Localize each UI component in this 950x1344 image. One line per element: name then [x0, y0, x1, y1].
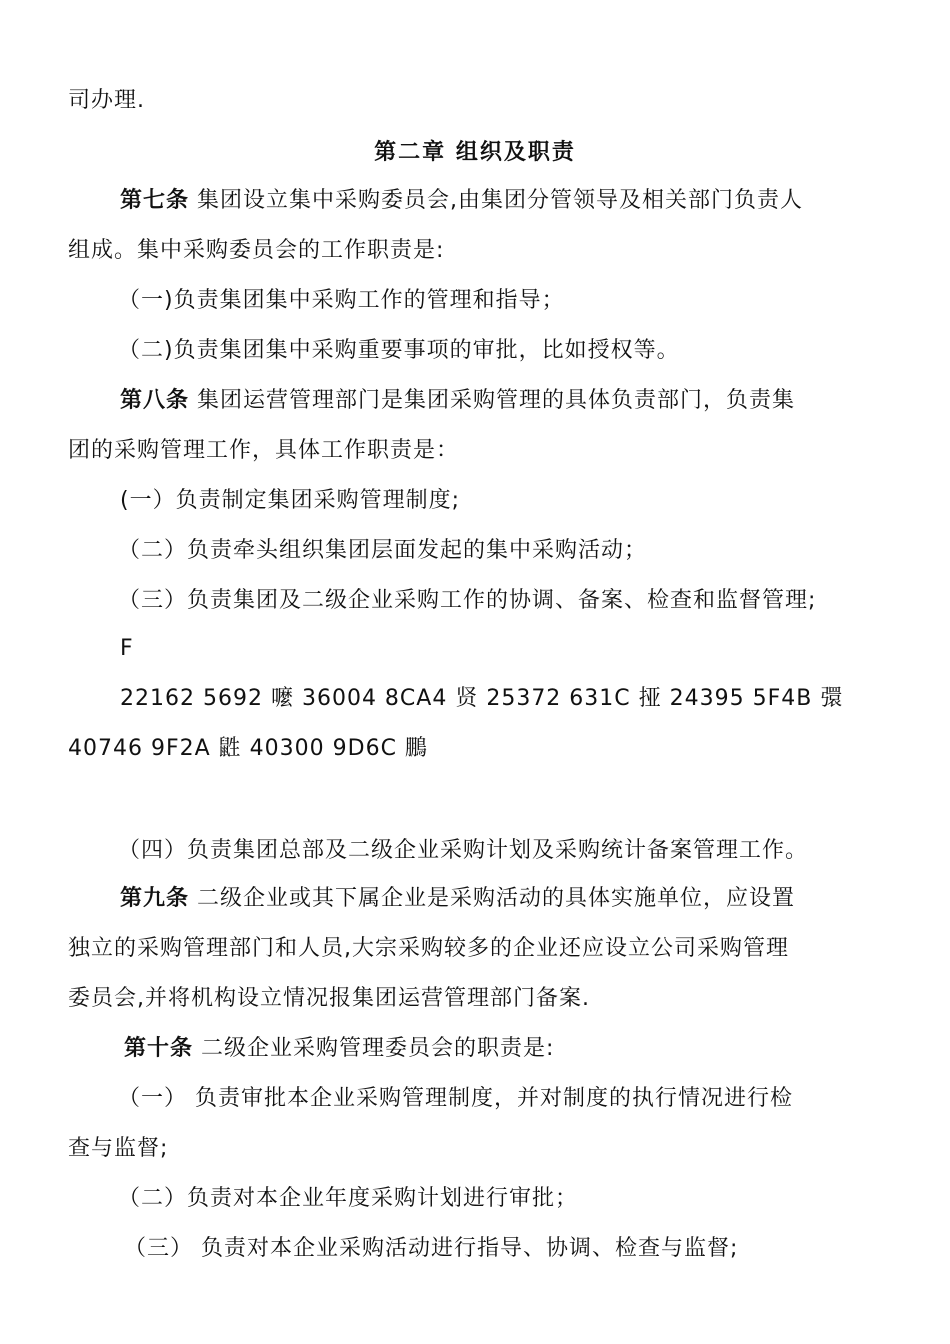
article-7-heading: 第七条 — [120, 188, 190, 213]
article-10-text: 二级企业采购管理委员会的职责是: — [193, 1036, 555, 1061]
article-10-item-3: （三） 负责对本企业采购活动进行指导、协调、检查与监督; — [124, 1236, 739, 1261]
article-9-line-2: 独立的采购管理部门和人员,大宗采购较多的企业还应设立公司采购管理 — [68, 936, 789, 961]
article-10-line-1 — [124, 1034, 554, 1064]
article-10-item-2: （二）负责对本企业年度采购计划进行审批； — [118, 1186, 579, 1211]
noise-line-2: 40746 9F2A 鼪 40300 9D6C 鵬 — [68, 736, 428, 761]
article-8-item-1: (一）负责制定集团采购管理制度; — [120, 488, 460, 513]
article-8-item-3: （三）负责集团及二级企业采购工作的协调、备案、检查和监督管理; — [118, 588, 817, 613]
article-10-heading: 第十条 — [124, 1036, 194, 1061]
article-7-item-2: （二)负责集团集中采购重要事项的审批，比如授权等。 — [118, 338, 680, 363]
chapter-title: 第二章 组织及职责 — [374, 140, 576, 165]
article-10-item-1-cont: 查与监督; — [68, 1136, 169, 1161]
article-7-item-1: （一)负责集团集中采购工作的管理和指导； — [118, 288, 565, 313]
article-8-line-2: 团的采购管理工作，具体工作职责是： — [68, 438, 460, 463]
article-9-line-1 — [120, 884, 795, 914]
article-8-item-4: （四）负责集团总部及二级企业采购计划及采购统计备案管理工作。 — [118, 838, 809, 863]
article-9-heading: 第九条 — [120, 886, 190, 911]
article-8-item-2: （二）负责牵头组织集团层面发起的集中采购活动； — [118, 538, 648, 563]
article-9-line-3: 委员会,并将机构设立情况报集团运营管理部门备案. — [68, 986, 590, 1011]
paragraph-line: 司办理. — [68, 88, 145, 113]
article-9-text: 二级企业或其下属企业是采购活动的具体实施单位，应设置 — [189, 886, 796, 911]
noise-line-f: F — [120, 636, 134, 661]
noise-line-1: 22162 5692 嚒 36004 8CA4 贤 25372 631C 挜 24395 5F4B 彋 — [120, 686, 844, 711]
article-8-line-1 — [120, 386, 795, 416]
article-7-line-1 — [120, 186, 803, 216]
article-7-text: 集团设立集中采购委员会,由集团分管领导及相关部门负责人 — [189, 188, 804, 213]
article-10-item-1: （一） 负责审批本企业采购管理制度，并对制度的执行情况进行检 — [118, 1086, 793, 1111]
article-8-text: 集团运营管理部门是集团采购管理的具体负责部门，负责集 — [189, 388, 796, 413]
article-7-line-2: 组成。集中采购委员会的工作职责是: — [68, 238, 445, 263]
article-8-heading: 第八条 — [120, 388, 190, 413]
